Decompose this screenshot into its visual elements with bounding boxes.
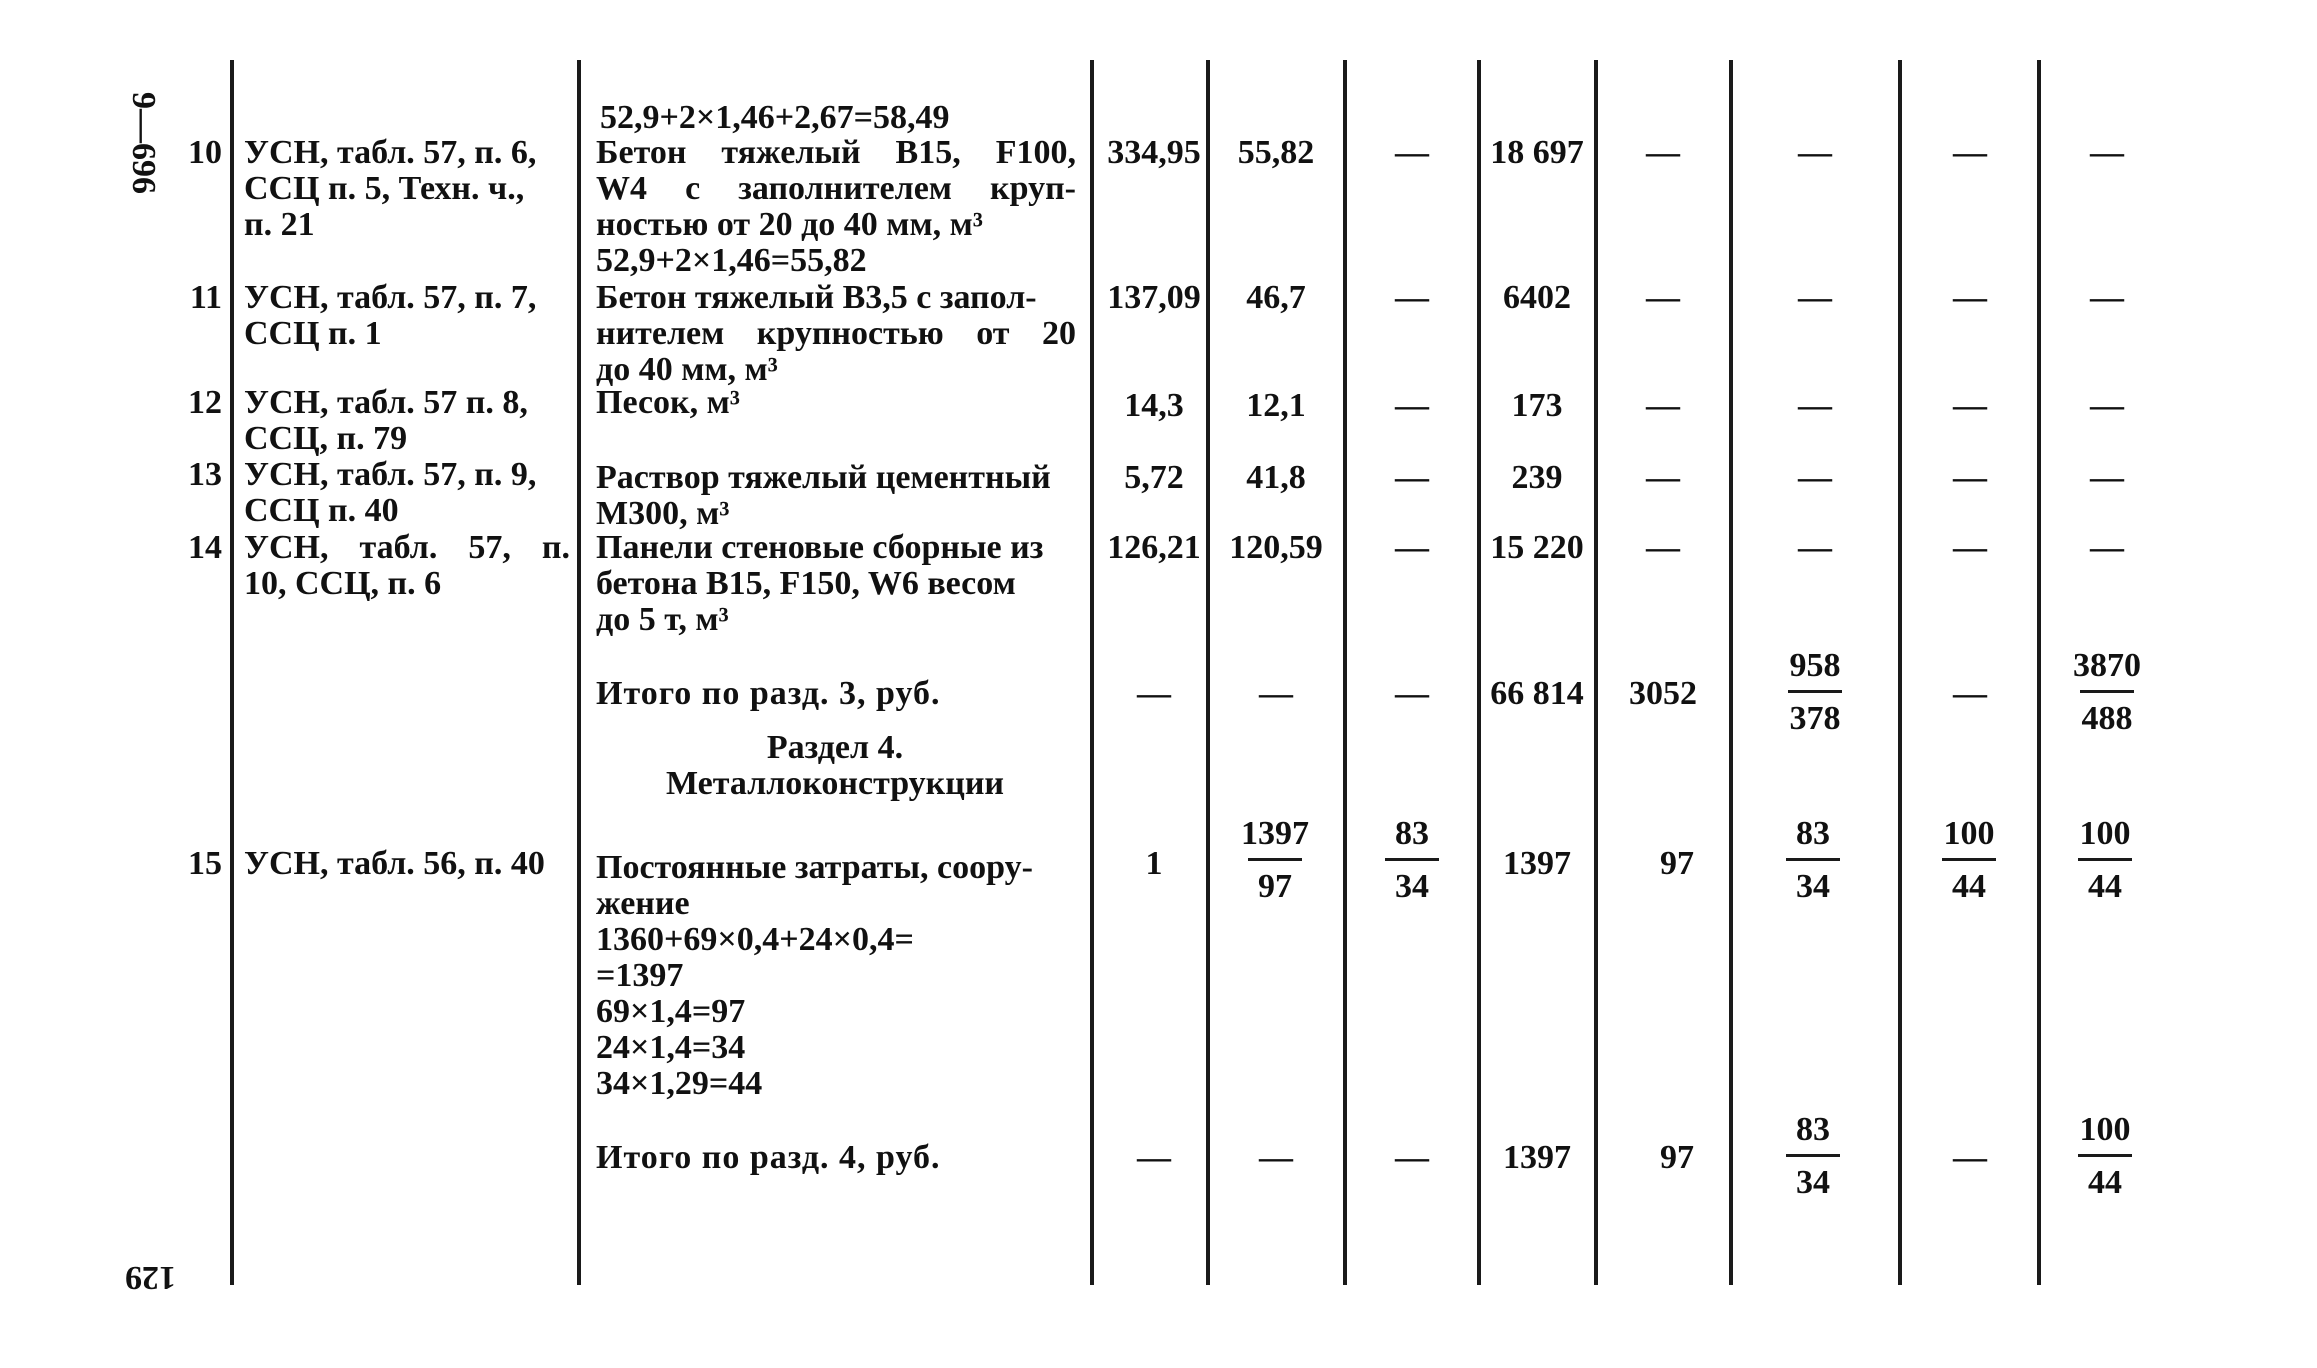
column-rule-10	[2037, 60, 2041, 1285]
total-4-col-3: —	[1395, 1139, 1429, 1176]
row-11-col-2: 46,7	[1246, 279, 1306, 316]
fraction-bar	[1786, 858, 1840, 861]
row-11-ref-line-2: ССЦ п. 1	[244, 315, 382, 352]
row-10-col-6: —	[1798, 134, 1832, 171]
fraction-denominator: 34	[1395, 868, 1429, 905]
total-3-col-1: —	[1137, 675, 1171, 712]
row-15-col-5: 97	[1660, 845, 1694, 882]
column-rule-1	[230, 60, 234, 1285]
fraction-bar	[1385, 858, 1439, 861]
row-13-col-4: 239	[1511, 459, 1563, 496]
section-4-title: Раздел 4.	[766, 729, 904, 766]
page-number: 129	[125, 1259, 176, 1296]
row-14-col-4: 15 220	[1490, 529, 1584, 566]
row-14-desc-line-3: до 5 т, м³	[596, 601, 729, 638]
total-4-col-7: —	[1953, 1139, 1987, 1176]
row-14-col-1: 126,21	[1107, 529, 1201, 566]
row-12-col-6: —	[1798, 387, 1832, 424]
column-rule-5	[1343, 60, 1347, 1285]
row-10-desc-line-2: W4 с заполнителем круп-	[596, 170, 1076, 207]
fraction-numerator: 100	[1943, 815, 1995, 852]
row-15-desc-line-2: жение	[596, 885, 690, 922]
fraction-numerator: 83	[1796, 815, 1830, 852]
column-rule-7	[1594, 60, 1598, 1285]
fraction-numerator: 1397	[1241, 815, 1309, 852]
row-10-desc-line-1: Бетон тяжелый В15, F100,	[596, 134, 1076, 171]
margin-code: 9—696	[125, 92, 162, 194]
fraction-denominator: 34	[1796, 868, 1830, 905]
total-section-3-label: Итого по разд. 3, руб.	[596, 675, 941, 712]
row-14-col-6: —	[1798, 529, 1832, 566]
row-13-desc-line-2: М300, м³	[596, 495, 730, 532]
row-14-col-3: —	[1395, 529, 1429, 566]
row-11-col-8: —	[2090, 279, 2124, 316]
row-13-col-7: —	[1953, 459, 1987, 496]
column-rule-8	[1729, 60, 1733, 1285]
row-15-desc-line-1: Постоянные затраты, соору-	[596, 849, 1033, 886]
fraction-numerator: 3870	[2073, 647, 2141, 684]
row-13-ref-line-2: ССЦ п. 40	[244, 492, 399, 529]
total-4-col-8-fraction	[2050, 1112, 2160, 1201]
row-15-desc-line-4: =1397	[596, 957, 684, 994]
fraction-numerator: 83	[1395, 815, 1429, 852]
column-rule-2	[577, 60, 581, 1285]
row-10-col-4: 18 697	[1490, 134, 1584, 171]
row-15-desc-line-7: 34×1,29=44	[596, 1065, 763, 1102]
row-13-col-2: 41,8	[1246, 459, 1306, 496]
row-15-col-6-fraction	[1758, 816, 1868, 905]
row-10-col-3: —	[1395, 134, 1429, 171]
column-rule-6	[1477, 60, 1481, 1285]
row-13-col-8: —	[2090, 459, 2124, 496]
row-13-col-5: —	[1646, 459, 1680, 496]
total-4-col-6-fraction	[1758, 1112, 1868, 1201]
row-13-col-1: 5,72	[1124, 459, 1184, 496]
row-12-col-5: —	[1646, 387, 1680, 424]
row-12-number: 12	[188, 384, 222, 421]
row-10-ref-line-2: ССЦ п. 5, Техн. ч.,	[244, 170, 525, 207]
fraction-bar	[1248, 858, 1302, 861]
row-15-number: 15	[188, 845, 222, 882]
row-14-col-7: —	[1953, 529, 1987, 566]
row-15-col-1: 1	[1145, 845, 1163, 882]
fraction-bar	[2078, 1154, 2132, 1157]
row-12-ref-line-2: ССЦ, п. 79	[244, 420, 408, 457]
total-4-col-1: —	[1137, 1139, 1171, 1176]
row-14-desc-line-1: Панели стеновые сборные из	[596, 529, 1044, 566]
row-14-number: 14	[188, 529, 222, 566]
row-13-desc-line-1: Раствор тяжелый цементный	[596, 459, 1051, 496]
row-14-col-8: —	[2090, 529, 2124, 566]
row-10-col-1: 334,95	[1107, 134, 1201, 171]
column-rule-9	[1898, 60, 1902, 1285]
row-11-desc-line-1: Бетон тяжелый В3,5 с запол-	[596, 279, 1037, 316]
fraction-numerator: 100	[2079, 1111, 2131, 1148]
column-rule-4	[1206, 60, 1210, 1285]
fraction-bar	[2078, 858, 2132, 861]
fraction-denominator: 488	[2081, 700, 2133, 737]
row-12-ref-line-1: УСН, табл. 57 п. 8,	[244, 384, 528, 421]
total-3-col-7: —	[1953, 675, 1987, 712]
section-4-subtitle: Металлоконструкции	[665, 765, 1005, 802]
row-11-col-4: 6402	[1503, 279, 1571, 316]
row-11-desc-line-2: нителем крупностью от 20	[596, 315, 1076, 352]
row-15-ref: УСН, табл. 56, п. 40	[244, 845, 545, 882]
total-4-col-5: 97	[1660, 1139, 1694, 1176]
total-3-col-4: 66 814	[1490, 675, 1584, 712]
fraction-denominator: 97	[1258, 868, 1292, 905]
fraction-bar	[1942, 858, 1996, 861]
row-10-desc-line-3: ностью от 20 до 40 мм, м³	[596, 206, 983, 243]
row-12-col-7: —	[1953, 387, 1987, 424]
row-10-ref-line-3: п. 21	[244, 206, 315, 243]
row-10-ref-line-1: УСН, табл. 57, п. 6,	[244, 134, 537, 171]
total-3-col-3: —	[1395, 675, 1429, 712]
row-15-col-7-fraction	[1914, 816, 2024, 905]
row-13-ref-line-1: УСН, табл. 57, п. 9,	[244, 456, 537, 493]
fraction-denominator: 34	[1796, 1164, 1830, 1201]
total-3-col-6-fraction	[1760, 648, 1870, 737]
total-4-col-4: 1397	[1503, 1139, 1571, 1176]
row-10-col-8: —	[2090, 134, 2124, 171]
row-11-col-1: 137,09	[1107, 279, 1201, 316]
row-14-ref-line-1: УСН, табл. 57, п.	[244, 529, 570, 566]
row-11-desc-line-3: до 40 мм, м³	[596, 351, 778, 388]
row-11-col-3: —	[1395, 279, 1429, 316]
row-10-col-5: —	[1646, 134, 1680, 171]
row-15-desc-line-3: 1360+69×0,4+24×0,4=	[596, 921, 914, 958]
column-rule-3	[1090, 60, 1094, 1285]
row-15-desc-line-5: 69×1,4=97	[596, 993, 746, 1030]
fraction-numerator: 958	[1789, 647, 1841, 684]
row-15-col-2-fraction	[1220, 816, 1330, 905]
row-13-col-6: —	[1798, 459, 1832, 496]
row-12-desc-line-1: Песок, м³	[596, 384, 740, 421]
total-3-col-8-fraction	[2052, 648, 2162, 737]
row-14-col-2: 120,59	[1229, 529, 1323, 566]
total-3-col-2: —	[1259, 675, 1293, 712]
fraction-denominator: 44	[2088, 1164, 2122, 1201]
row-10-desc-line-4: 52,9+2×1,46=55,82	[596, 242, 867, 279]
row-13-number: 13	[188, 456, 222, 493]
fraction-denominator: 44	[1952, 868, 1986, 905]
row-11-ref-line-1: УСН, табл. 57, п. 7,	[244, 279, 537, 316]
fraction-bar	[1786, 1154, 1840, 1157]
row-14-col-5: —	[1646, 529, 1680, 566]
row-10-formula-top: 52,9+2×1,46+2,67=58,49	[600, 99, 950, 136]
fraction-numerator: 100	[2079, 815, 2131, 852]
row-10-col-2: 55,82	[1237, 134, 1315, 171]
row-12-col-4: 173	[1511, 387, 1563, 424]
row-10-col-7: —	[1953, 134, 1987, 171]
fraction-bar	[1788, 690, 1842, 693]
row-12-col-8: —	[2090, 387, 2124, 424]
row-13-col-3: —	[1395, 459, 1429, 496]
row-15-col-3-fraction	[1357, 816, 1467, 905]
row-11-col-5: —	[1646, 279, 1680, 316]
total-section-4-label: Итого по разд. 4, руб.	[596, 1139, 941, 1176]
total-3-col-5: 3052	[1629, 675, 1697, 712]
row-11-col-6: —	[1798, 279, 1832, 316]
row-11-col-7: —	[1953, 279, 1987, 316]
fraction-numerator: 83	[1796, 1111, 1830, 1148]
fraction-denominator: 44	[2088, 868, 2122, 905]
row-15-col-8-fraction	[2050, 816, 2160, 905]
row-15-col-4: 1397	[1503, 845, 1571, 882]
row-12-col-1: 14,3	[1124, 387, 1184, 424]
row-14-ref-line-2: 10, ССЦ, п. 6	[244, 565, 442, 602]
fraction-bar	[2080, 690, 2134, 693]
row-11-number: 11	[189, 279, 222, 316]
fraction-denominator: 378	[1789, 700, 1841, 737]
row-15-desc-line-6: 24×1,4=34	[596, 1029, 746, 1066]
row-12-col-3: —	[1395, 387, 1429, 424]
row-10-number: 10	[188, 134, 222, 171]
total-4-col-2: —	[1259, 1139, 1293, 1176]
row-14-desc-line-2: бетона В15, F150, W6 весом	[596, 565, 1016, 602]
row-12-col-2: 12,1	[1246, 387, 1306, 424]
